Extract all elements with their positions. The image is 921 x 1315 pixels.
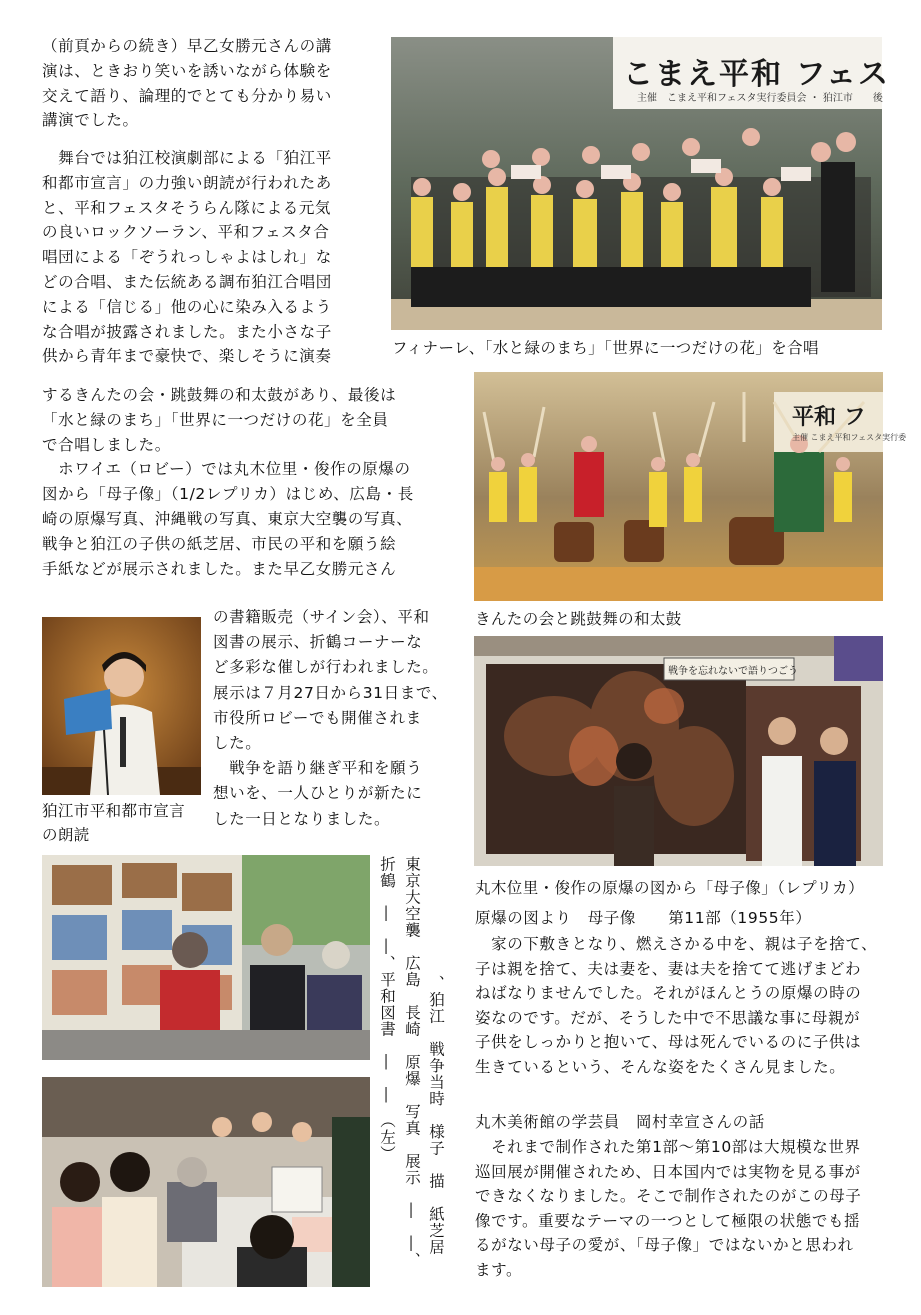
text-line: 「水と緑のまち」「世界に一つだけの花」を全員 — [42, 410, 389, 429]
reading-photo — [42, 617, 201, 795]
text-line: ます。 — [475, 1260, 523, 1279]
foyer-paragraph — [42, 383, 414, 581]
stage-paragraph — [42, 146, 332, 369]
text-line: 交えて語り、論理的でとても分かり易い — [42, 86, 332, 105]
text-line: ねばなりませんでした。それがほんとうの原爆の時の — [475, 984, 862, 1003]
text-line: 手紙などが展示されました。また早乙女勝元さん — [42, 559, 397, 578]
text-line: の書籍販売（サイン会）、平和 — [213, 608, 430, 626]
taiko-caption: きんたの会と跳鼓舞の和太鼓 — [475, 610, 682, 628]
taiko-banner-text: 平和 フ — [792, 405, 866, 430]
text-line: した一日となりました。 — [213, 809, 391, 828]
text-line: な合唱が披露されました。また小さな子 — [42, 322, 332, 341]
text-line: 戦争と狛江の子供の紙芝居、市民の平和を願う絵 — [42, 534, 397, 553]
text-line: 講演でした。 — [42, 111, 139, 130]
text-line: 子は親を捨て、夫は妻を、妻は夫を捨てて逃げまどわ — [475, 959, 862, 978]
text-line: できなくなりました。そこで制作されたのがこの母子 — [475, 1187, 862, 1206]
text-line: 崎の原爆写真、沖縄戦の写真、東京大空襲の写真、 — [42, 509, 413, 528]
banner-text: こまえ平和 フェス — [623, 57, 890, 92]
caption-line: の朗読 — [42, 826, 90, 844]
text-line: ホワイエ（ロビー）では丸木位里・俊作の原爆の — [42, 460, 411, 479]
text-line: 舞台では狛江校演劇部による「狛江平 — [42, 149, 332, 167]
quote2-heading: 丸木美術館の学芸員 岡村幸宣さんの話 — [475, 1113, 765, 1131]
text-line: 演は、ときおり笑いを誘いながら体験を — [42, 61, 332, 80]
text-line: で合唱しました。 — [42, 435, 171, 454]
text-line: 家の下敷きとなり、燃えさかる中を、親は子を捨て、 — [475, 935, 878, 953]
text-line: 戦争を語り継ぎ平和を願う — [213, 759, 423, 778]
text-line: 供から青年まで豪快で、楽しそうに演奏 — [42, 347, 332, 366]
vertical-caption-col-1: 、狛江 戦争当時 様子 描 紙芝居 — [427, 975, 445, 1256]
text-line: による「信じる」他の心に染み入るよう — [42, 297, 332, 316]
closing-paragraph — [213, 605, 448, 832]
mural-caption: 丸木位里・俊作の原爆の図から「母子像」（レプリカ） — [475, 879, 864, 897]
mural-sign-text: 戦争を忘れないで語りつごう — [668, 666, 798, 677]
banner-subtext: 主催 こまえ平和フェスタ実行委員会 ・ 狛江市 後 — [637, 93, 883, 104]
reading-caption — [42, 799, 185, 847]
text-line: 生きているという、そんな姿をたくさん見ました。 — [475, 1057, 846, 1076]
vertical-caption-col-3: 折鶴 ― ―、平和図書 ― ― （左） — [378, 856, 396, 1162]
text-line: 展示は７月27日から31日まで、 — [213, 683, 448, 702]
finale-photo — [391, 37, 890, 330]
quote1-heading: 原爆の図より 母子像 第11部（1955年） — [475, 909, 812, 927]
mural-photo — [474, 636, 883, 866]
vertical-caption-col-2: 東京大空襲 広島 長崎 原爆 写真 展示 ― ―、 — [403, 856, 421, 1269]
text-line: と、平和フェスタそうらん隊による元気 — [42, 198, 332, 217]
text-line: ど多彩な催しが行われました。 — [213, 658, 439, 677]
taiko-banner-subtext: 主催 こまえ平和フェスタ実行委 — [792, 433, 907, 442]
text-line: するきんたの会・跳鼓舞の和太鼓があり、最後は — [42, 386, 397, 404]
taiko-photo — [474, 372, 907, 601]
text-line: 唱団による「ぞうれっしゃよはしれ」な — [42, 248, 332, 267]
text-line: 巡回展が開催されため、日本国内では実物を見る事が — [475, 1162, 861, 1181]
intro-paragraph — [42, 34, 332, 133]
finale-caption: フィナーレ、「水と緑のまち」「世界に一つだけの花」を合唱 — [392, 339, 819, 357]
caption-line: 狛江市平和都市宣言 — [42, 802, 186, 820]
origami-photo — [42, 1077, 370, 1287]
text-line: 市役所ロビーでも開催されま — [213, 708, 422, 727]
text-line: それまで制作された第1部～第10部は大規模な世界 — [475, 1138, 861, 1156]
quote2-body — [475, 1135, 861, 1283]
text-line: 和都市宣言」の力強い朗読が行われたあ — [42, 173, 332, 192]
text-line: 図書の展示、折鶴コーナーな — [213, 633, 423, 652]
text-line: るがない母子の愛が、「母子像」ではないかと思われ — [475, 1236, 854, 1255]
text-line: 子供をしっかりと抱いて、母は死んでいるのに子供は — [475, 1033, 862, 1052]
text-line: 図から「母子像」（1/2レプリカ）はじめ、広島・長 — [42, 485, 414, 504]
quote1-body — [475, 932, 877, 1080]
text-line: （前頁からの続き）早乙女勝元さんの講 — [42, 37, 332, 55]
text-line: 想いを、一人ひとりが新たに — [213, 784, 423, 803]
text-line: 像です。重要なテーマの一つとして極限の状態でも揺 — [475, 1211, 861, 1230]
text-line: どの合唱、また伝統ある調布狛江合唱団 — [42, 272, 332, 291]
text-line: 姿なのです。だが、そうした中で不思議な事に母親が — [475, 1008, 861, 1027]
text-line: の良いロックソーラン、平和フェスタ合 — [42, 223, 330, 242]
text-line: した。 — [213, 734, 262, 753]
exhibit-photo — [42, 855, 370, 1060]
